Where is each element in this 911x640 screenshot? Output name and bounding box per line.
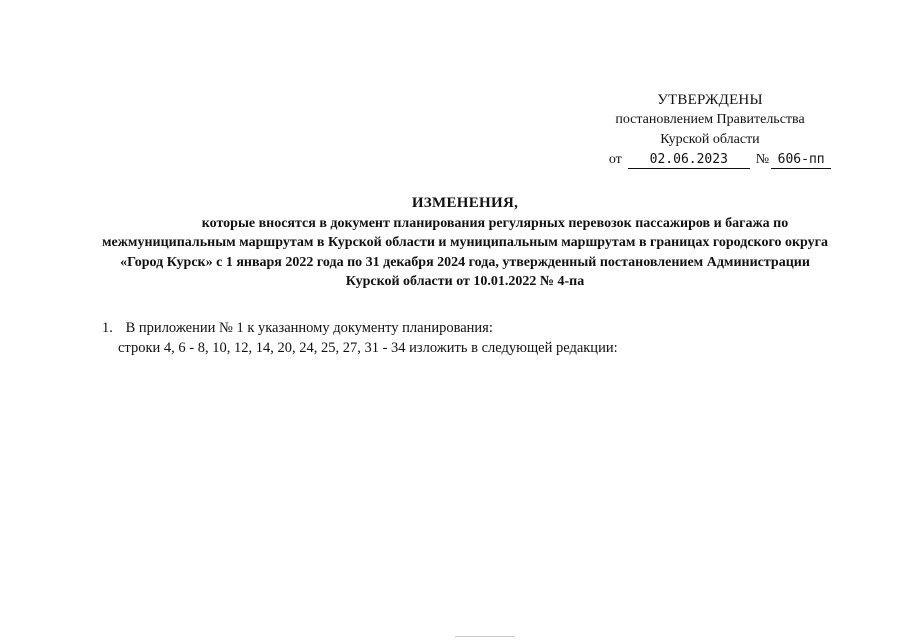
document-title bbox=[40, 194, 890, 292]
approval-line-1: постановлением Правительства bbox=[615, 112, 805, 127]
title-main: ИЗМЕНЕНИЯ, bbox=[411, 195, 519, 211]
title-line-1: которые вносятся в документ планирования регулярных перевозок пассажиров и багажа по bbox=[201, 215, 789, 231]
list-item-1 bbox=[102, 318, 862, 338]
scan-artifact bbox=[455, 636, 515, 637]
approval-date-line bbox=[580, 150, 860, 170]
item-number: 1. bbox=[102, 320, 113, 336]
approval-stamp bbox=[560, 90, 860, 170]
title-line-2: межмуниципальным маршрутам в Курской области и муниципальным маршрутам в границах городского округа bbox=[102, 235, 828, 250]
number-prefix: № bbox=[755, 152, 770, 167]
document-body bbox=[102, 318, 862, 358]
approval-number: 606-пп bbox=[771, 152, 831, 169]
approval-line-2: Курской области bbox=[660, 132, 760, 147]
item-text: В приложении № 1 к указанному документу планирования: bbox=[125, 320, 493, 336]
approval-date: 02.06.2023 bbox=[628, 152, 750, 169]
date-prefix: от bbox=[608, 152, 622, 167]
title-line-4: Курской области от 10.01.2022 № 4-па bbox=[345, 274, 585, 289]
approval-heading: УТВЕРЖДЕНЫ bbox=[657, 92, 763, 108]
title-line-3: «Город Курск» с 1 января 2022 года по 31 декабря 2024 года, утвержденный постановлением Администрации bbox=[120, 254, 810, 270]
item-subtext: строки 4, 6 - 8, 10, 12, 14, 20, 24, 25, 27, 31 - 34 изложить в следующей редакции: bbox=[118, 340, 618, 356]
